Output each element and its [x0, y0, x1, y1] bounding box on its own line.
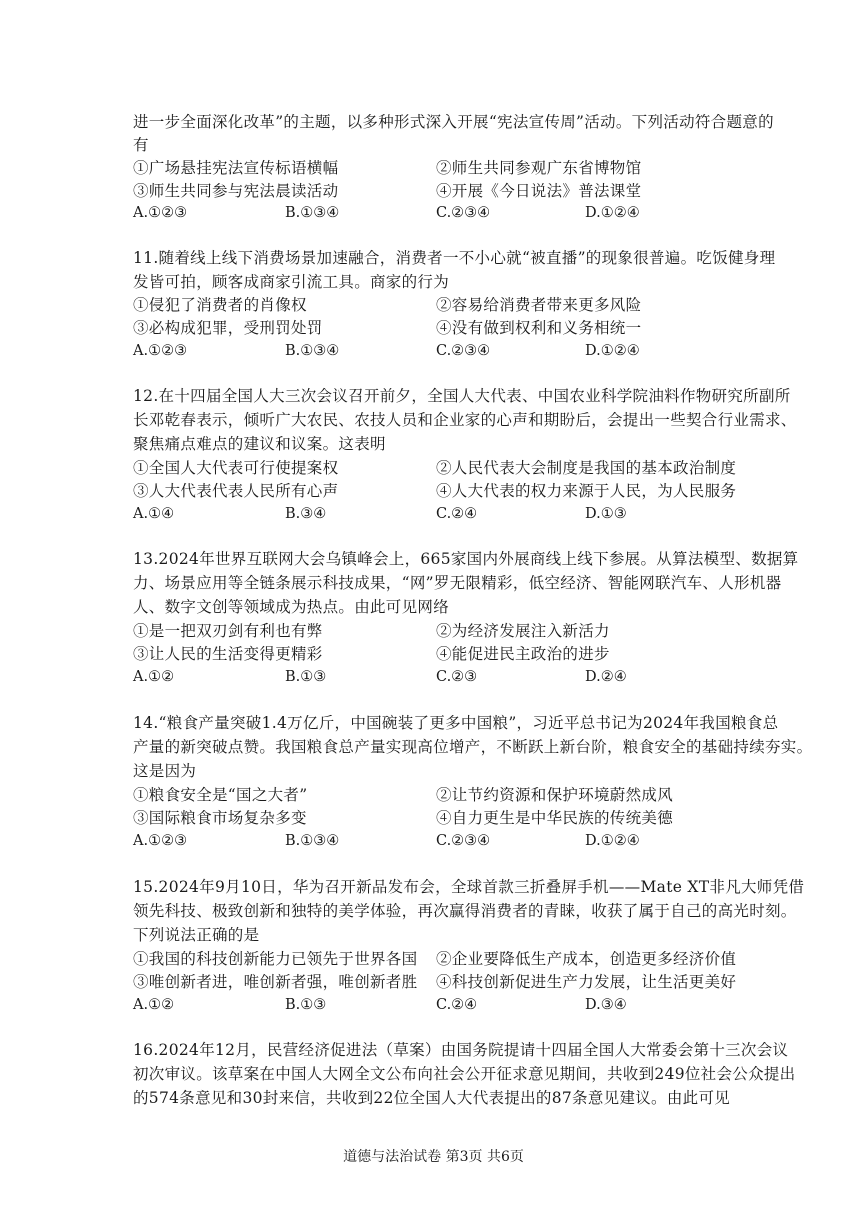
- q13-answer-d: D.②④: [585, 669, 627, 685]
- q16-stem-line-2: 初次审议。该草案在中国人大网全文公布向社会公开征求意见期间，共收到249位社会公众提出: [133, 1065, 796, 1083]
- q13-option-3: ③让人民的生活变得更精彩: [133, 645, 323, 663]
- q11-stem-line-2: 发皆可拍，顾客成商家引流工具。商家的行为: [133, 273, 450, 291]
- q15-answer-b: B.①③: [285, 997, 327, 1013]
- q10-answer-b: B.①③④: [285, 205, 340, 221]
- q15-stem-line-2: 领先科技、极致创新和独特的美学体验，再次赢得消费者的青睐，收获了属于自己的高光时刻。: [133, 902, 797, 920]
- q13-stem-line-3: 人、数字文创等领域成为热点。由此可见网络: [133, 598, 450, 616]
- q13-answer-b: B.①③: [285, 669, 327, 685]
- q13-option-1: ①是一把双刃剑有利也有弊: [133, 622, 323, 640]
- q14-stem-line-2: 产量的新突破点赞。我国粮食总产量实现高位增产，不断跃上新台阶，粮食安全的基础持续夯实。: [133, 738, 813, 756]
- q10-answer-a: A.①②③: [133, 205, 188, 221]
- q10-answer-d: D.①②④: [585, 205, 640, 221]
- q10-answer-c: C.②③④: [436, 205, 491, 221]
- q15-answer-d: D.③④: [585, 997, 627, 1013]
- q12-answer-d: D.①③: [585, 506, 627, 522]
- q14-stem-line-3: 这是因为: [133, 762, 197, 780]
- q13-answer-c: C.②③: [436, 669, 478, 685]
- q12-stem-line-1: 12.在十四届全国人大三次会议召开前夕，全国人大代表、中国农业科学院油料作物研究所副所: [133, 387, 791, 405]
- q11-option-3: ③必构成犯罪，受刑罚处罚: [133, 319, 323, 337]
- q14-option-2: ②让节约资源和保护环境蔚然成风: [436, 786, 674, 804]
- q15-stem-line-3: 下列说法正确的是: [133, 926, 260, 944]
- page-footer: 道德与法治试卷 第3页 共6页: [343, 1149, 524, 1165]
- q15-option-1: ①我国的科技创新能力已领先于世界各国: [133, 950, 418, 968]
- q11-stem-line-1: 11.随着线上线下消费场景加速融合，消费者一不小心就“被直播”的现象很普遍。吃饭健身理: [133, 249, 776, 267]
- q10-stem-line-1: 进一步全面深化改革”的主题，以多种形式深入开展“宪法宣传周”活动。下列活动符合题意的: [133, 113, 774, 131]
- q14-answer-a: A.①②③: [133, 833, 188, 849]
- q15-option-3: ③唯创新者进，唯创新者强，唯创新者胜: [133, 973, 418, 991]
- q10-option-1: ①广场悬挂宪法宣传标语横幅: [133, 159, 339, 177]
- q14-answer-c: C.②③④: [436, 833, 491, 849]
- q10-stem-line-2: 有: [133, 136, 149, 154]
- q12-stem-line-3: 聚焦痛点难点的建议和议案。这表明: [133, 435, 386, 453]
- q14-answer-d: D.①②④: [585, 833, 640, 849]
- q12-option-2: ②人民代表大会制度是我国的基本政治制度: [436, 459, 737, 477]
- q15-option-4: ④科技创新促进生产力发展，让生活更美好: [436, 973, 737, 991]
- q15-answer-a: A.①②: [133, 997, 175, 1013]
- q10-option-2: ②师生共同参观广东省博物馆: [436, 159, 642, 177]
- q11-answer-a: A.①②③: [133, 343, 188, 359]
- q14-option-1: ①粮食安全是“国之大者”: [133, 786, 308, 804]
- q12-answer-b: B.③④: [285, 506, 327, 522]
- q13-stem-line-2: 力、场景应用等全链条展示科技成果，“网”罗无限精彩，低空经济、智能网联汽车、人形机器: [133, 574, 782, 592]
- q14-stem-line-1: 14.“粮食产量突破1.4万亿斤，中国碗装了更多中国粮”，习近平总书记为2024年我国粮食总: [133, 714, 779, 732]
- q11-option-4: ④没有做到权利和义务相统一: [436, 319, 642, 337]
- q12-stem-line-2: 长邓乾春表示，倾听广大农民、农技人员和企业家的心声和期盼后，会提出一些契合行业需求、: [133, 411, 797, 429]
- q14-option-4: ④自力更生是中华民族的传统美德: [436, 809, 674, 827]
- q10-option-4: ④开展《今日说法》普法课堂: [436, 182, 642, 200]
- q10-option-3: ③师生共同参与宪法晨读活动: [133, 182, 339, 200]
- q12-answer-a: A.①④: [133, 506, 175, 522]
- q13-answer-a: A.①②: [133, 669, 175, 685]
- q16-stem-line-1: 16.2024年12月，民营经济促进法（草案）由国务院提请十四届全国人大常委会第十三次会议: [133, 1041, 789, 1059]
- q11-option-1: ①侵犯了消费者的肖像权: [133, 296, 307, 314]
- q12-option-4: ④人大代表的权力来源于人民，为人民服务: [436, 482, 737, 500]
- q14-answer-b: B.①③④: [285, 833, 340, 849]
- q12-option-3: ③人大代表代表人民所有心声: [133, 482, 339, 500]
- q11-option-2: ②容易给消费者带来更多风险: [436, 296, 642, 314]
- q16-stem-line-3: 的574条意见和30封来信，共收到22位全国人大代表提出的87条意见建议。由此可见: [133, 1089, 731, 1107]
- q13-stem-line-1: 13.2024年世界互联网大会乌镇峰会上，665家国内外展商线上线下参展。从算法模型、数据算: [133, 550, 799, 568]
- q13-option-4: ④能促进民主政治的进步: [436, 645, 610, 663]
- q11-answer-b: B.①③④: [285, 343, 340, 359]
- q11-answer-c: C.②③④: [436, 343, 491, 359]
- q15-stem-line-1: 15.2024年9月10日，华为召开新品发布会，全球首款三折叠屏手机——Mate XT非凡大师凭借: [133, 878, 805, 896]
- q14-option-3: ③国际粮食市场复杂多变: [133, 809, 307, 827]
- q12-answer-c: C.②④: [436, 506, 478, 522]
- q15-answer-c: C.②④: [436, 997, 478, 1013]
- q11-answer-d: D.①②④: [585, 343, 640, 359]
- q15-option-2: ②企业要降低生产成本，创造更多经济价值: [436, 950, 737, 968]
- q12-option-1: ①全国人大代表可行使提案权: [133, 459, 339, 477]
- q13-option-2: ②为经济发展注入新活力: [436, 622, 610, 640]
